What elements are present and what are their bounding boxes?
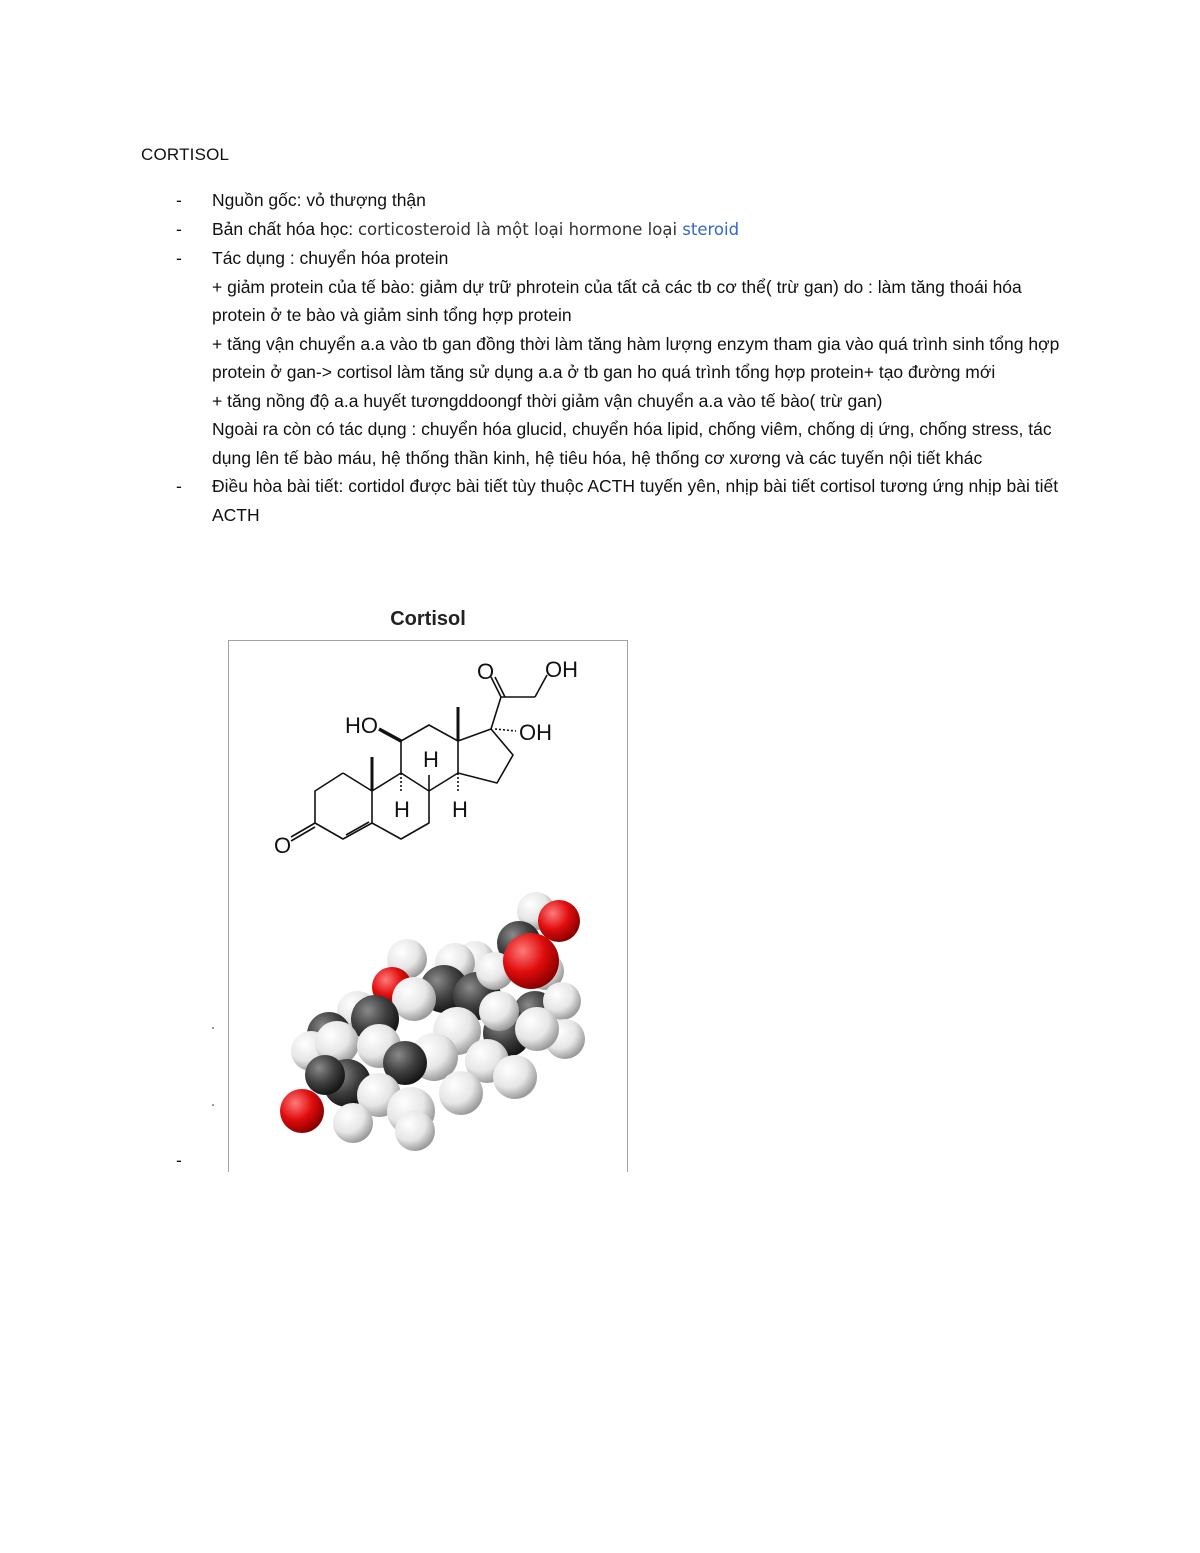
bullet-effects <box>141 244 1071 273</box>
effect-item: + tăng vận chuyển a.a vào tb gan đồng thời làm tăng hàm lượng enzym tham gia vào quá trình sinh tổng hợp protein ở gan-> cortisol làm tăng sử dụng a.a ở tb gan ho quá trình tổng hợp protein+ tạo đường mới <box>212 333 1060 382</box>
stray-dot <box>212 1027 214 1029</box>
bullet-value: corticosteroid là một loại hormone loại <box>357 219 683 239</box>
oxygen-atom <box>280 1089 324 1133</box>
hydrogen-atom <box>439 1071 483 1115</box>
document-title: CORTISOL <box>141 145 230 164</box>
hydrogen-atom <box>395 1111 435 1151</box>
hydrogen-atom <box>493 1055 537 1099</box>
cortisol-structure <box>229 641 627 1173</box>
figure-title: Cortisol <box>390 608 466 630</box>
effect-item: Ngoài ra còn có tác dụng : chuyển hóa glucid, chuyển hóa lipid, chống viêm, chống dị ứng, chống stress, tác dụng lên tế bào máu, hệ thống thần kinh, hệ tiêu hóa, hệ thống cơ xương và các tuyến nội tiết khác <box>212 419 1052 468</box>
steroid-link[interactable]: steroid <box>682 219 740 239</box>
atom-label-h: H <box>423 747 439 772</box>
bullet-text: Tác dụng : chuyển hóa protein <box>212 248 449 268</box>
bullet-text: Điều hòa bài tiết: cortidol được bài tiết tùy thuộc ACTH tuyến yên, nhịp bài tiết cortisol tương ứng nhịp bài tiết ACTH <box>212 476 1059 525</box>
bullet-dash: - <box>176 248 182 268</box>
atom-label-h: H <box>394 797 410 822</box>
bullet-text: Nguồn gốc: vỏ thượng thận <box>212 190 426 210</box>
atom-label-o: O <box>274 833 292 858</box>
oxygen-atom <box>538 900 580 942</box>
atom-label-oh: OH <box>519 720 552 745</box>
bullet-origin <box>141 186 1071 215</box>
space-filling-model <box>280 892 585 1151</box>
atom-labels <box>274 657 578 858</box>
bullet-dash: - <box>176 190 182 210</box>
atom-label-ho: HO <box>345 713 378 738</box>
hydrogen-atom <box>515 1007 559 1051</box>
skeletal-formula <box>291 675 547 841</box>
cortisol-figure <box>228 640 628 1172</box>
bullet-regulation <box>141 472 1071 529</box>
bullet-label: Bản chất hóa học: <box>212 218 358 239</box>
bullet-dash: - <box>176 476 182 496</box>
bullet-chemistry <box>141 215 1071 245</box>
carbon-atom <box>305 1055 345 1095</box>
bullet-dash: - <box>176 218 182 239</box>
document-body <box>141 186 1071 529</box>
effect-item: + tăng nồng độ a.a huyết tươngddoongf thời giảm vận chuyển a.a vào tế bào( trừ gan) <box>212 390 883 411</box>
trailing-dash: - <box>176 1150 182 1170</box>
effect-item: + giảm protein của tế bào: giảm dự trữ phrotein của tất cả các tb cơ thể( trừ gan) do : làm tăng thoái hóa protein ở te bào và giảm sinh tổng hợp protein <box>212 276 1022 325</box>
atom-label-o: O <box>477 659 495 684</box>
hydrogen-atom <box>392 977 436 1021</box>
bullet-text <box>212 215 1071 245</box>
oxygen-atom <box>503 933 559 989</box>
hydrogen-atom <box>479 991 519 1031</box>
hydrogen-atom <box>333 1103 373 1143</box>
atom-label-h: H <box>452 797 468 822</box>
stray-dot <box>212 1104 214 1106</box>
atom-label-oh: OH <box>545 657 578 682</box>
